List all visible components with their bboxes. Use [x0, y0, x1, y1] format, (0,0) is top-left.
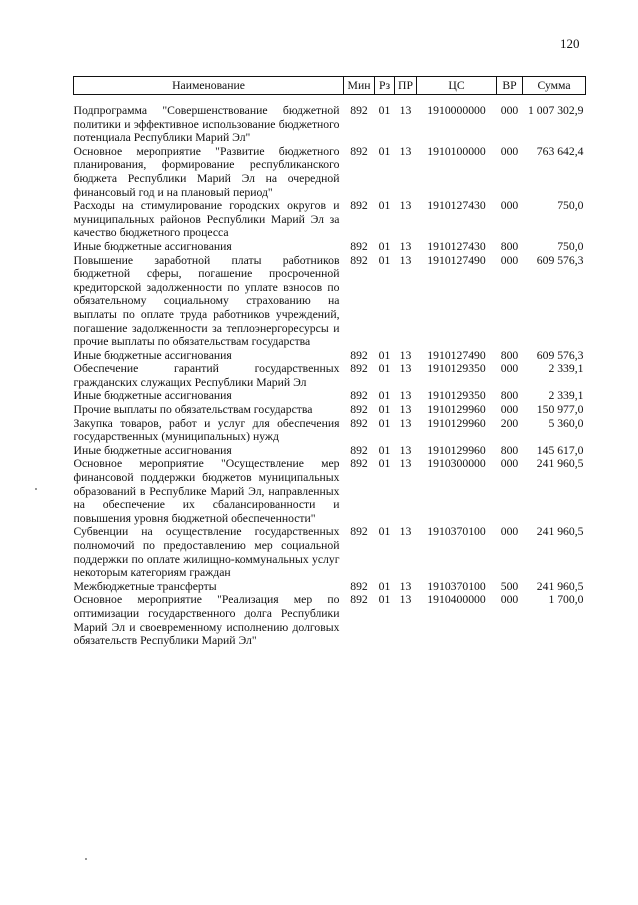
- row-min: 892: [350, 348, 368, 362]
- scan-speck: [85, 858, 87, 860]
- row-cs: 1910000000: [427, 104, 486, 117]
- row-pr: 13: [399, 416, 412, 430]
- row-rz: 01: [378, 579, 391, 593]
- row-vr: 800: [500, 443, 519, 457]
- row-vr: 500: [500, 579, 519, 593]
- row-min: 892: [350, 416, 368, 430]
- table-row: [74, 349, 586, 363]
- row-rz: 01: [378, 348, 391, 362]
- row-pr: 13: [399, 579, 412, 593]
- row-cs: 1910127430: [427, 199, 486, 213]
- table-row: [74, 254, 586, 349]
- row-vr: 000: [500, 199, 519, 213]
- row-min: 892: [350, 253, 368, 267]
- row-rz: 01: [378, 443, 391, 457]
- row-vr: 000: [500, 144, 519, 158]
- row-name: Прочие выплаты по обязательствам государства: [73, 403, 313, 417]
- row-sum: 763 642,4: [536, 144, 584, 158]
- row-cs: 1910370100: [427, 579, 486, 593]
- row-sum: 609 576,3: [536, 348, 584, 362]
- table-row: [74, 362, 586, 389]
- row-sum: 241 960,5: [536, 579, 584, 593]
- row-cs: 1910129350: [427, 362, 486, 376]
- row-min: 892: [350, 579, 368, 593]
- row-cs: 1910370100: [427, 525, 486, 539]
- row-min: 892: [350, 525, 368, 539]
- row-pr: 13: [399, 239, 412, 253]
- row-sum: 1 007 302,9: [527, 104, 584, 117]
- row-rz: 01: [378, 525, 391, 539]
- row-min: 892: [350, 403, 368, 417]
- row-cs: 1910127490: [427, 253, 486, 267]
- row-sum: 750,0: [557, 199, 584, 213]
- table-row: [74, 444, 586, 458]
- page-number: 120: [560, 36, 580, 51]
- row-vr: 000: [500, 104, 519, 117]
- row-pr: 13: [399, 104, 412, 117]
- row-vr: 000: [500, 362, 519, 376]
- row-rz: 01: [378, 239, 391, 253]
- row-pr: 13: [399, 144, 412, 158]
- row-sum: 150 977,0: [536, 403, 584, 417]
- row-cs: 1910129350: [427, 389, 486, 403]
- row-min: 892: [350, 457, 368, 471]
- row-cs: 1910129960: [427, 443, 486, 457]
- table-row: [74, 580, 586, 594]
- row-vr: 000: [500, 457, 519, 471]
- row-vr: 000: [500, 525, 519, 539]
- header-sum: Сумма: [523, 77, 586, 95]
- row-min: 892: [350, 104, 368, 117]
- row-sum: 2 339,1: [548, 389, 584, 403]
- row-cs: 1910300000: [427, 457, 486, 471]
- row-vr: 000: [500, 403, 519, 417]
- row-pr: 13: [399, 457, 412, 471]
- table-row: [74, 403, 586, 417]
- row-min: 892: [350, 144, 368, 158]
- table-row: [74, 95, 586, 145]
- table-header-row: [74, 77, 586, 95]
- row-name: Основное мероприятие "Реализация мер по оптимизации государственного долга Республики Марий Эл и своевременному исполнению долговых обязательств Республики Марий Эл": [73, 593, 340, 648]
- row-pr: 13: [399, 403, 412, 417]
- scan-speck: [35, 488, 37, 490]
- row-pr: 13: [399, 389, 412, 403]
- header-pr: ПР: [395, 77, 417, 95]
- row-name: Подпрограмма "Совершенствование бюджетной политики и эффективное использование бюджетного потенциала Республики Марий Эл": [73, 104, 340, 145]
- row-min: 892: [350, 199, 368, 213]
- row-sum: 2 339,1: [548, 362, 584, 376]
- header-cs: ЦС: [417, 77, 497, 95]
- row-name: Субвенции на осуществление государственных полномочий по предоставлению мер социальной поддержки по оплате жилищно-коммунальных услуг некоторым категориям граждан: [73, 525, 340, 580]
- row-pr: 13: [399, 593, 412, 607]
- table-row: [74, 199, 586, 240]
- row-rz: 01: [378, 144, 391, 158]
- row-min: 892: [350, 443, 368, 457]
- row-rz: 01: [378, 416, 391, 430]
- row-name: Закупка товаров, работ и услуг для обеспечения государственных (муниципальных) нужд: [73, 416, 340, 444]
- row-min: 892: [350, 389, 368, 403]
- row-rz: 01: [378, 593, 391, 607]
- row-name: Основное мероприятие "Осуществление мер финансовой поддержки бюджетов муниципальных образований в Республике Марий Эл, направленных на обеспечение их сбалансированности и повышения уровня бюджетной обеспеченности": [73, 457, 340, 525]
- row-sum: 145 617,0: [536, 443, 584, 457]
- row-rz: 01: [378, 457, 391, 471]
- row-rz: 01: [378, 403, 391, 417]
- row-name: Повышение заработной платы работников бюджетной сферы, погашение просроченной кредиторской задолженности по уплате взносов по обязательному социальному страхованию на выплаты по оплате труда работников учреждений, погашение задолженности за теплоэнергоресурсы и прочие выплаты по обязательствам государства: [73, 253, 340, 349]
- budget-table: [73, 76, 586, 648]
- row-name: Основное мероприятие "Развитие бюджетного планирования, формирование республиканского бюджета Республики Марий Эл на очередной финансовый год и на плановый период": [73, 144, 340, 199]
- row-min: 892: [350, 239, 368, 253]
- row-vr: 800: [500, 239, 519, 253]
- row-name: Иные бюджетные ассигнования: [73, 239, 232, 253]
- row-vr: 200: [500, 416, 519, 430]
- row-rz: 01: [378, 199, 391, 213]
- row-sum: 609 576,3: [536, 253, 584, 267]
- row-rz: 01: [378, 104, 391, 117]
- header-rz: Рз: [375, 77, 395, 95]
- table-row: [74, 417, 586, 444]
- row-sum: 241 960,5: [536, 525, 584, 539]
- row-sum: 241 960,5: [536, 457, 584, 471]
- row-pr: 13: [399, 443, 412, 457]
- table-row: [74, 389, 586, 403]
- row-vr: 000: [500, 593, 519, 607]
- row-pr: 13: [399, 348, 412, 362]
- row-pr: 13: [399, 199, 412, 213]
- row-cs: 1910127490: [427, 348, 486, 362]
- row-name: Иные бюджетные ассигнования: [73, 348, 232, 362]
- row-cs: 1910400000: [427, 593, 486, 607]
- row-pr: 13: [399, 525, 412, 539]
- row-vr: 800: [500, 348, 519, 362]
- row-name: Обеспечение гарантий государственных гражданских служащих Республики Марий Эл: [73, 362, 340, 389]
- header-vr: ВР: [497, 77, 523, 95]
- row-name: Иные бюджетные ассигнования: [73, 389, 232, 403]
- row-rz: 01: [378, 362, 391, 376]
- row-rz: 01: [378, 389, 391, 403]
- row-min: 892: [350, 362, 368, 376]
- row-rz: 01: [378, 253, 391, 267]
- table-row: [74, 525, 586, 579]
- row-sum: 5 360,0: [548, 416, 584, 430]
- row-sum: 1 700,0: [548, 593, 584, 607]
- row-pr: 13: [399, 362, 412, 376]
- header-name: Наименование: [74, 77, 344, 95]
- row-cs: 1910100000: [427, 144, 486, 158]
- row-pr: 13: [399, 253, 412, 267]
- header-min: Мин: [344, 77, 375, 95]
- row-name: Расходы на стимулирование городских округов и муниципальных районов Республики Марий Эл за качество бюджетного процесса: [73, 199, 340, 240]
- row-name: Межбюджетные трансферты: [73, 579, 217, 593]
- row-cs: 1910127430: [427, 239, 486, 253]
- row-cs: 1910129960: [427, 416, 486, 430]
- table-body: [74, 95, 586, 648]
- row-cs: 1910129960: [427, 403, 486, 417]
- row-min: 892: [350, 593, 368, 607]
- table-row: [74, 457, 586, 525]
- row-vr: 000: [500, 253, 519, 267]
- table-row: [74, 145, 586, 199]
- row-vr: 800: [500, 389, 519, 403]
- table-row: [74, 593, 586, 647]
- row-name: Иные бюджетные ассигнования: [73, 443, 232, 457]
- row-sum: 750,0: [557, 239, 584, 253]
- table-row: [74, 240, 586, 254]
